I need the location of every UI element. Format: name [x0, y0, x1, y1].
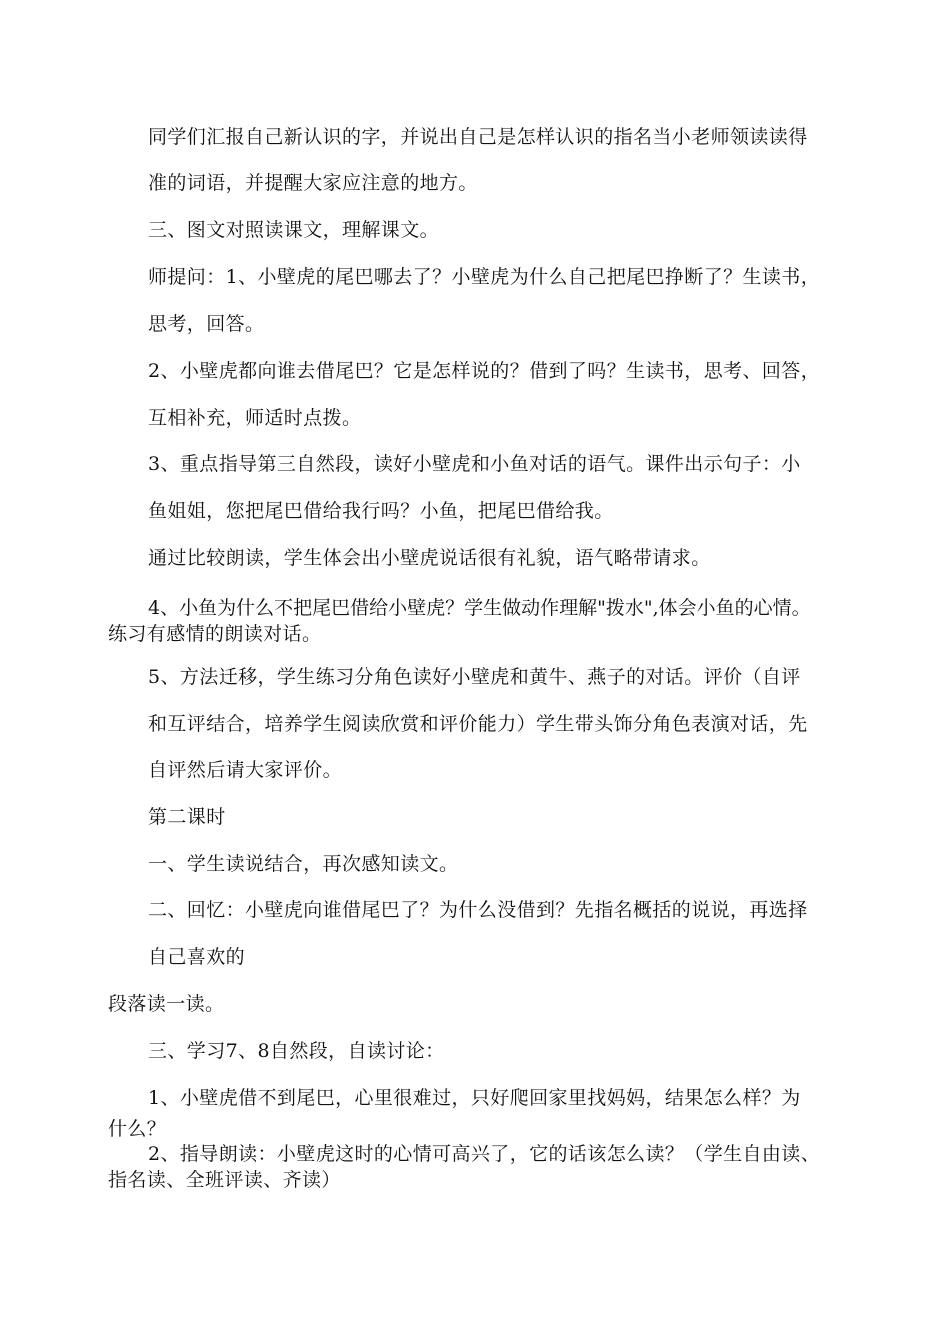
- text-line: 鱼姐姐，您把尾巴借给我行吗？小鱼，把尾巴借给我。: [148, 500, 614, 522]
- text-line: 1、小壁虎借不到尾巴，心里很难过，只好爬回家里找妈妈，结果怎么样？为: [148, 1087, 801, 1109]
- text-line: 练习有感情的朗读对话。: [108, 623, 322, 645]
- text-line: 互相补充，师适时点拨。: [148, 407, 362, 429]
- text-line: 同学们汇报自己新认识的字，并说出自己是怎样认识的指名当小老师领读读得: [148, 126, 808, 148]
- text-line: 5、方法迁移，学生练习分角色读好小壁虎和黄牛、燕子的对话。评价（自评: [148, 666, 801, 688]
- text-line: 2、指导朗读：小壁虎这时的心情可高兴了，它的话该怎么读？（学生自由读、: [148, 1143, 821, 1165]
- section-heading: 三、图文对照读课文，理解课文。: [148, 219, 440, 241]
- text-line: 3、重点指导第三自然段，读好小壁虎和小鱼对话的语气。课件出示句子：小: [148, 453, 801, 475]
- section-heading: 第二课时: [148, 806, 226, 828]
- text-line: 自己喜欢的: [148, 946, 246, 968]
- text-line: 2、小壁虎都向谁去借尾巴？它是怎样说的？借到了吗？生读书，思考、回答，: [148, 360, 821, 382]
- text-line: 什么？: [108, 1118, 167, 1140]
- text-line: 4、小鱼为什么不把尾巴借给小壁虎？学生做动作理解"拨水",体会小鱼的心情。: [148, 597, 811, 619]
- section-heading: 一、学生读说结合，再次感知读文。: [148, 853, 459, 875]
- text-line: 师提问：1、小壁虎的尾巴哪去了？小壁虎为什么自己把尾巴挣断了？生读书，: [148, 266, 821, 288]
- text-line: 准的词语，并提醒大家应注意的地方。: [148, 172, 478, 194]
- text-line: 思考，回答。: [148, 313, 265, 335]
- text-line: 自评然后请大家评价。: [148, 759, 343, 781]
- text-line: 段落读一读。: [108, 993, 225, 1015]
- text-line: 和互评结合，培养学生阅读欣赏和评价能力）学生带头饰分角色表演对话，先: [148, 713, 808, 735]
- text-line: 指名读、全班评读、齐读）: [108, 1169, 341, 1191]
- text-line: 通过比较朗读，学生体会出小壁虎说话很有礼貌，语气略带请求。: [148, 547, 711, 569]
- text-line: 二、回忆：小壁虎向谁借尾巴了？为什么没借到？先指名概括的说说，再选择: [148, 899, 808, 921]
- section-heading: 三、学习7、8自然段，自读讨论：: [148, 1040, 445, 1062]
